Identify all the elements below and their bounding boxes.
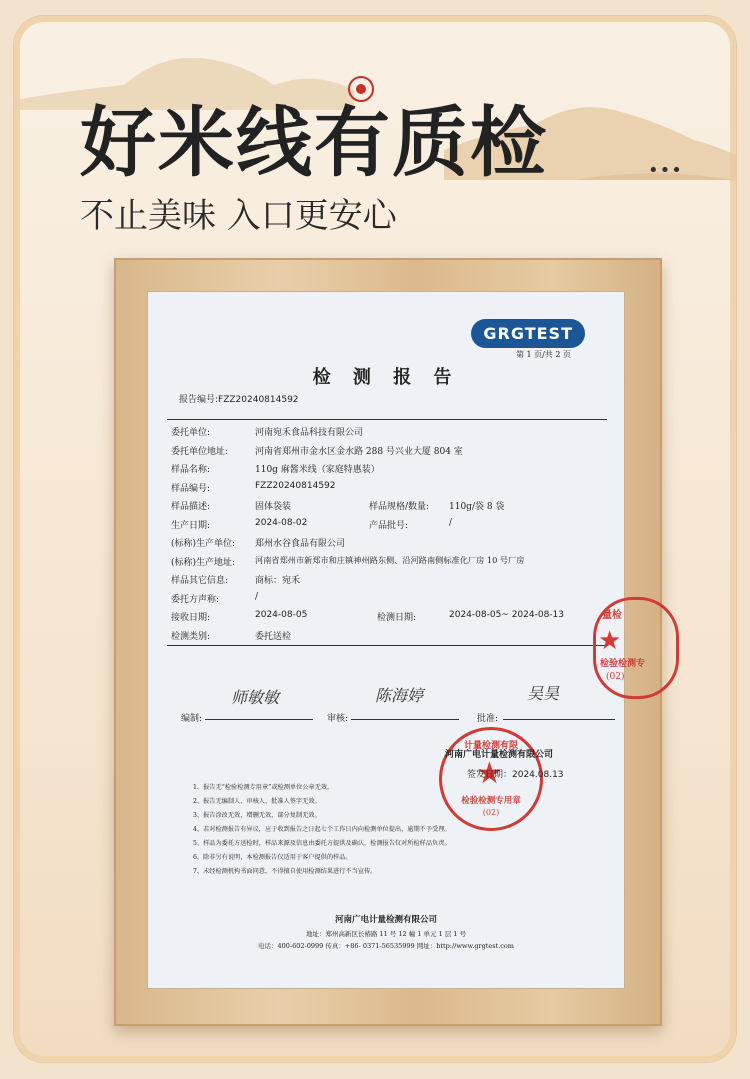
field-value: 河南省郑州市金水区金水路 288 号兴业大厦 804 室 <box>255 446 463 457</box>
field-value: 郑州水谷食品有限公司 <box>255 539 346 549</box>
reviewer-signature: 陈海婷 <box>375 686 424 705</box>
field-label: 样品描述: <box>171 502 211 512</box>
field-value: FZZ20240814592 <box>255 480 336 491</box>
field-label: 委托方声称: <box>171 594 220 605</box>
signature-line <box>205 719 313 720</box>
field-row <box>171 462 611 481</box>
report-title: 检 测 报 告 <box>312 367 460 388</box>
field-row <box>171 573 611 592</box>
field-value: 2024-08-05 <box>255 610 308 620</box>
subheadline: 不止美味 入口更安心 <box>80 196 397 236</box>
field-value: 110g/袋 8 袋 <box>449 502 505 512</box>
field-label: 样品名称: <box>171 465 211 475</box>
field-row <box>171 481 611 500</box>
test-report-document <box>147 291 646 989</box>
side-stamp <box>593 597 679 699</box>
field-label: 检测日期: <box>377 613 417 623</box>
report-fields <box>171 425 611 647</box>
field-value: 110g 麻酱米线（家庭特惠装） <box>255 465 380 475</box>
field-row <box>171 592 611 611</box>
field-label: 委托单位地址: <box>171 446 229 457</box>
field-value: 河南省郑州市新郑市和庄镇神州路东侧、沿河路南侧标准化厂房 10 号厂房 <box>255 554 525 565</box>
footer-address: 地址：郑州高新区长椿路 11 号 12 幢 1 单元 1 层 1 号 <box>305 930 467 938</box>
report-notes <box>193 781 573 879</box>
field-row <box>171 555 611 574</box>
divider <box>167 419 607 420</box>
field-label: 检测类别: <box>171 631 211 642</box>
field-label: 样品规格/数量: <box>369 502 430 512</box>
field-value: 河南宛禾食品科技有限公司 <box>255 428 364 438</box>
footer-contact: 电话：400-602-0999 传真：+86- 0371-56535999 网址：http://www.grgtest.com <box>258 942 514 950</box>
stamp-number: (02) <box>482 808 500 817</box>
field-row <box>171 444 611 463</box>
approver-label: 批准: <box>477 714 499 724</box>
star-icon: ★ <box>476 756 503 791</box>
side-stamp-number: (02) <box>606 672 625 682</box>
page-number: 第 1 页/共 2 页 <box>515 350 571 359</box>
grgtest-logo: GRGTEST <box>471 319 585 348</box>
field-label: (标称)生产地址: <box>171 557 236 568</box>
editor-label: 编制: <box>181 714 203 724</box>
field-row <box>171 518 611 537</box>
note-item: 4、若对检测报告有异议，应于收到报告之日起七个工作日内向检测单位提出，逾期不予受理。 <box>193 826 451 833</box>
field-value: 2024-08-05~ 2024-08-13 <box>449 610 565 620</box>
field-value: 商标：宛禾 <box>255 576 301 586</box>
note-item: 3、报告涂改无效，增删无效，部分复制无效。 <box>193 812 321 819</box>
approver-signature: 吴昊 <box>527 684 560 703</box>
field-value: / <box>449 517 453 528</box>
field-value: 委托送检 <box>255 631 292 642</box>
field-label: 委托单位: <box>171 428 211 438</box>
note-item: 5、样品为委托方送检时，样品来源及信息由委托方提供及确认，检测报告仅对所检样品负责。 <box>193 840 451 847</box>
note-item: 1、报告无“检验检测专用章”或检测单位公章无效。 <box>193 784 334 791</box>
editor-signature: 师敏敏 <box>231 688 280 707</box>
stamp-text: 检验检测专用章 <box>461 796 521 806</box>
issue-date: 签发日期：2024.08.13 <box>467 770 564 780</box>
note-item: 2、报告无编制人、审核人、批准人签字无效。 <box>193 798 321 805</box>
field-label: 产品批号: <box>369 520 409 531</box>
field-value: 固体袋装 <box>255 502 292 512</box>
field-value: 2024-08-02 <box>255 517 308 528</box>
field-label: 接收日期: <box>171 613 211 623</box>
footer-company: 河南广电计量检测有限公司 <box>334 915 437 925</box>
star-icon: ★ <box>598 626 622 656</box>
note-item: 6、除非另有说明，本检测报告仅适用于客户提供的样品。 <box>193 854 352 861</box>
ellipsis-icon: ••• <box>648 160 683 181</box>
field-label: 生产日期: <box>171 520 211 531</box>
side-stamp-text: 检验检测专 <box>600 659 646 669</box>
seal-dot-icon <box>348 76 374 102</box>
note-item: 7、未经检测机构书面同意，不得擅自使用检测结果进行不当宣传。 <box>193 868 377 875</box>
field-row <box>171 499 611 518</box>
report-number: 报告编号:FZZ20240814592 <box>179 395 299 405</box>
field-label: 样品其它信息: <box>171 576 229 586</box>
field-row <box>171 536 611 555</box>
signature-line <box>503 719 615 720</box>
field-row <box>171 425 611 444</box>
field-row <box>171 610 611 629</box>
headline: 好米线有质检 <box>80 98 548 187</box>
signature-line <box>351 719 459 720</box>
field-label: 样品编号: <box>171 483 211 494</box>
issuer-company: 河南广电计量检测有限公司 <box>445 750 554 760</box>
reviewer-label: 审核: <box>327 714 349 724</box>
side-stamp-top-text: 量检 <box>602 610 622 621</box>
stamp-ring-text: 计量检测有限 <box>463 741 518 751</box>
field-label: (标称)生产单位: <box>171 539 236 549</box>
divider <box>167 645 607 646</box>
field-value: / <box>255 591 259 602</box>
